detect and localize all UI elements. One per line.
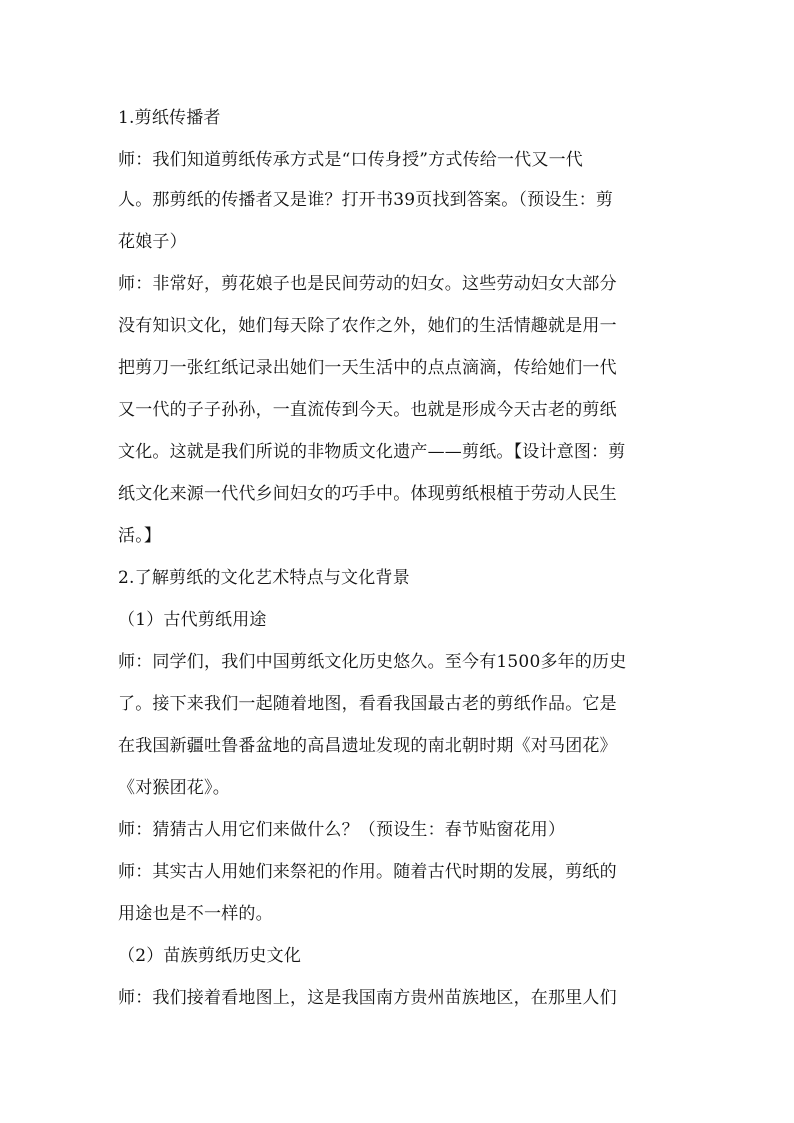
paragraph-line: 人。那剪纸的传播者又是谁？打开书39页找到答案。（预设生：剪 (118, 190, 614, 210)
paragraph-line: 师：同学们，我们中国剪纸文化历史悠久。至今有1500多年的历史 (118, 652, 627, 672)
paragraph-line: 把剪刀一张红纸记录出她们一天生活中的点点滴滴，传给她们一代 (118, 358, 617, 378)
paragraph-line: 师：非常好，剪花娘子也是民间劳动的妇女。这些劳动妇女大部分 (118, 274, 617, 294)
paragraph-line: 又一代的子子孙孙，一直流传到今天。也就是形成今天古老的剪纸 (118, 400, 617, 420)
paragraph-line: 纸文化来源一代代乡间妇女的巧手中。体现剪纸根植于劳动人民生 (118, 484, 617, 504)
paragraph-line: 文化。这就是我们所说的非物质文化遗产——剪纸。【设计意图：剪 (118, 442, 626, 462)
paragraph-line: 师：其实古人用她们来祭祀的作用。随着古代时期的发展，剪纸的 (118, 862, 617, 882)
paragraph-line: 师：猜猜古人用它们来做什么？（预设生：春节贴窗花用） (118, 820, 566, 840)
paragraph-line: 师：我们接着看地图上，这是我国南方贵州苗族地区，在那里人们 (118, 988, 617, 1008)
paragraph-line: 活。】 (118, 526, 162, 546)
paragraph-line: 了。接下来我们一起随着地图，看看我国最古老的剪纸作品。它是 (118, 694, 617, 714)
subheading-1: （1）古代剪纸用途 (118, 610, 267, 630)
heading-1: 1.剪纸传播者 (118, 108, 221, 128)
paragraph-line: 《对猴团花》。 (118, 778, 230, 798)
paragraph-line: 用途也是不一样的。 (118, 904, 273, 924)
paragraph-line: 花娘子） (118, 232, 187, 252)
heading-2: 2.了解剪纸的文化艺术特点与文化背景 (118, 568, 410, 588)
paragraph-line: 师：我们知道剪纸传承方式是“口传身授”方式传给一代又一代 (118, 150, 583, 170)
paragraph-line: 没有知识文化，她们每天除了农作之外，她们的生活情趣就是用一 (118, 316, 617, 336)
subheading-2: （2）苗族剪纸历史文化 (118, 946, 302, 966)
paragraph-line: 在我国新疆吐鲁番盆地的高昌遗址发现的南北朝时期《对马团花》 (118, 736, 617, 756)
